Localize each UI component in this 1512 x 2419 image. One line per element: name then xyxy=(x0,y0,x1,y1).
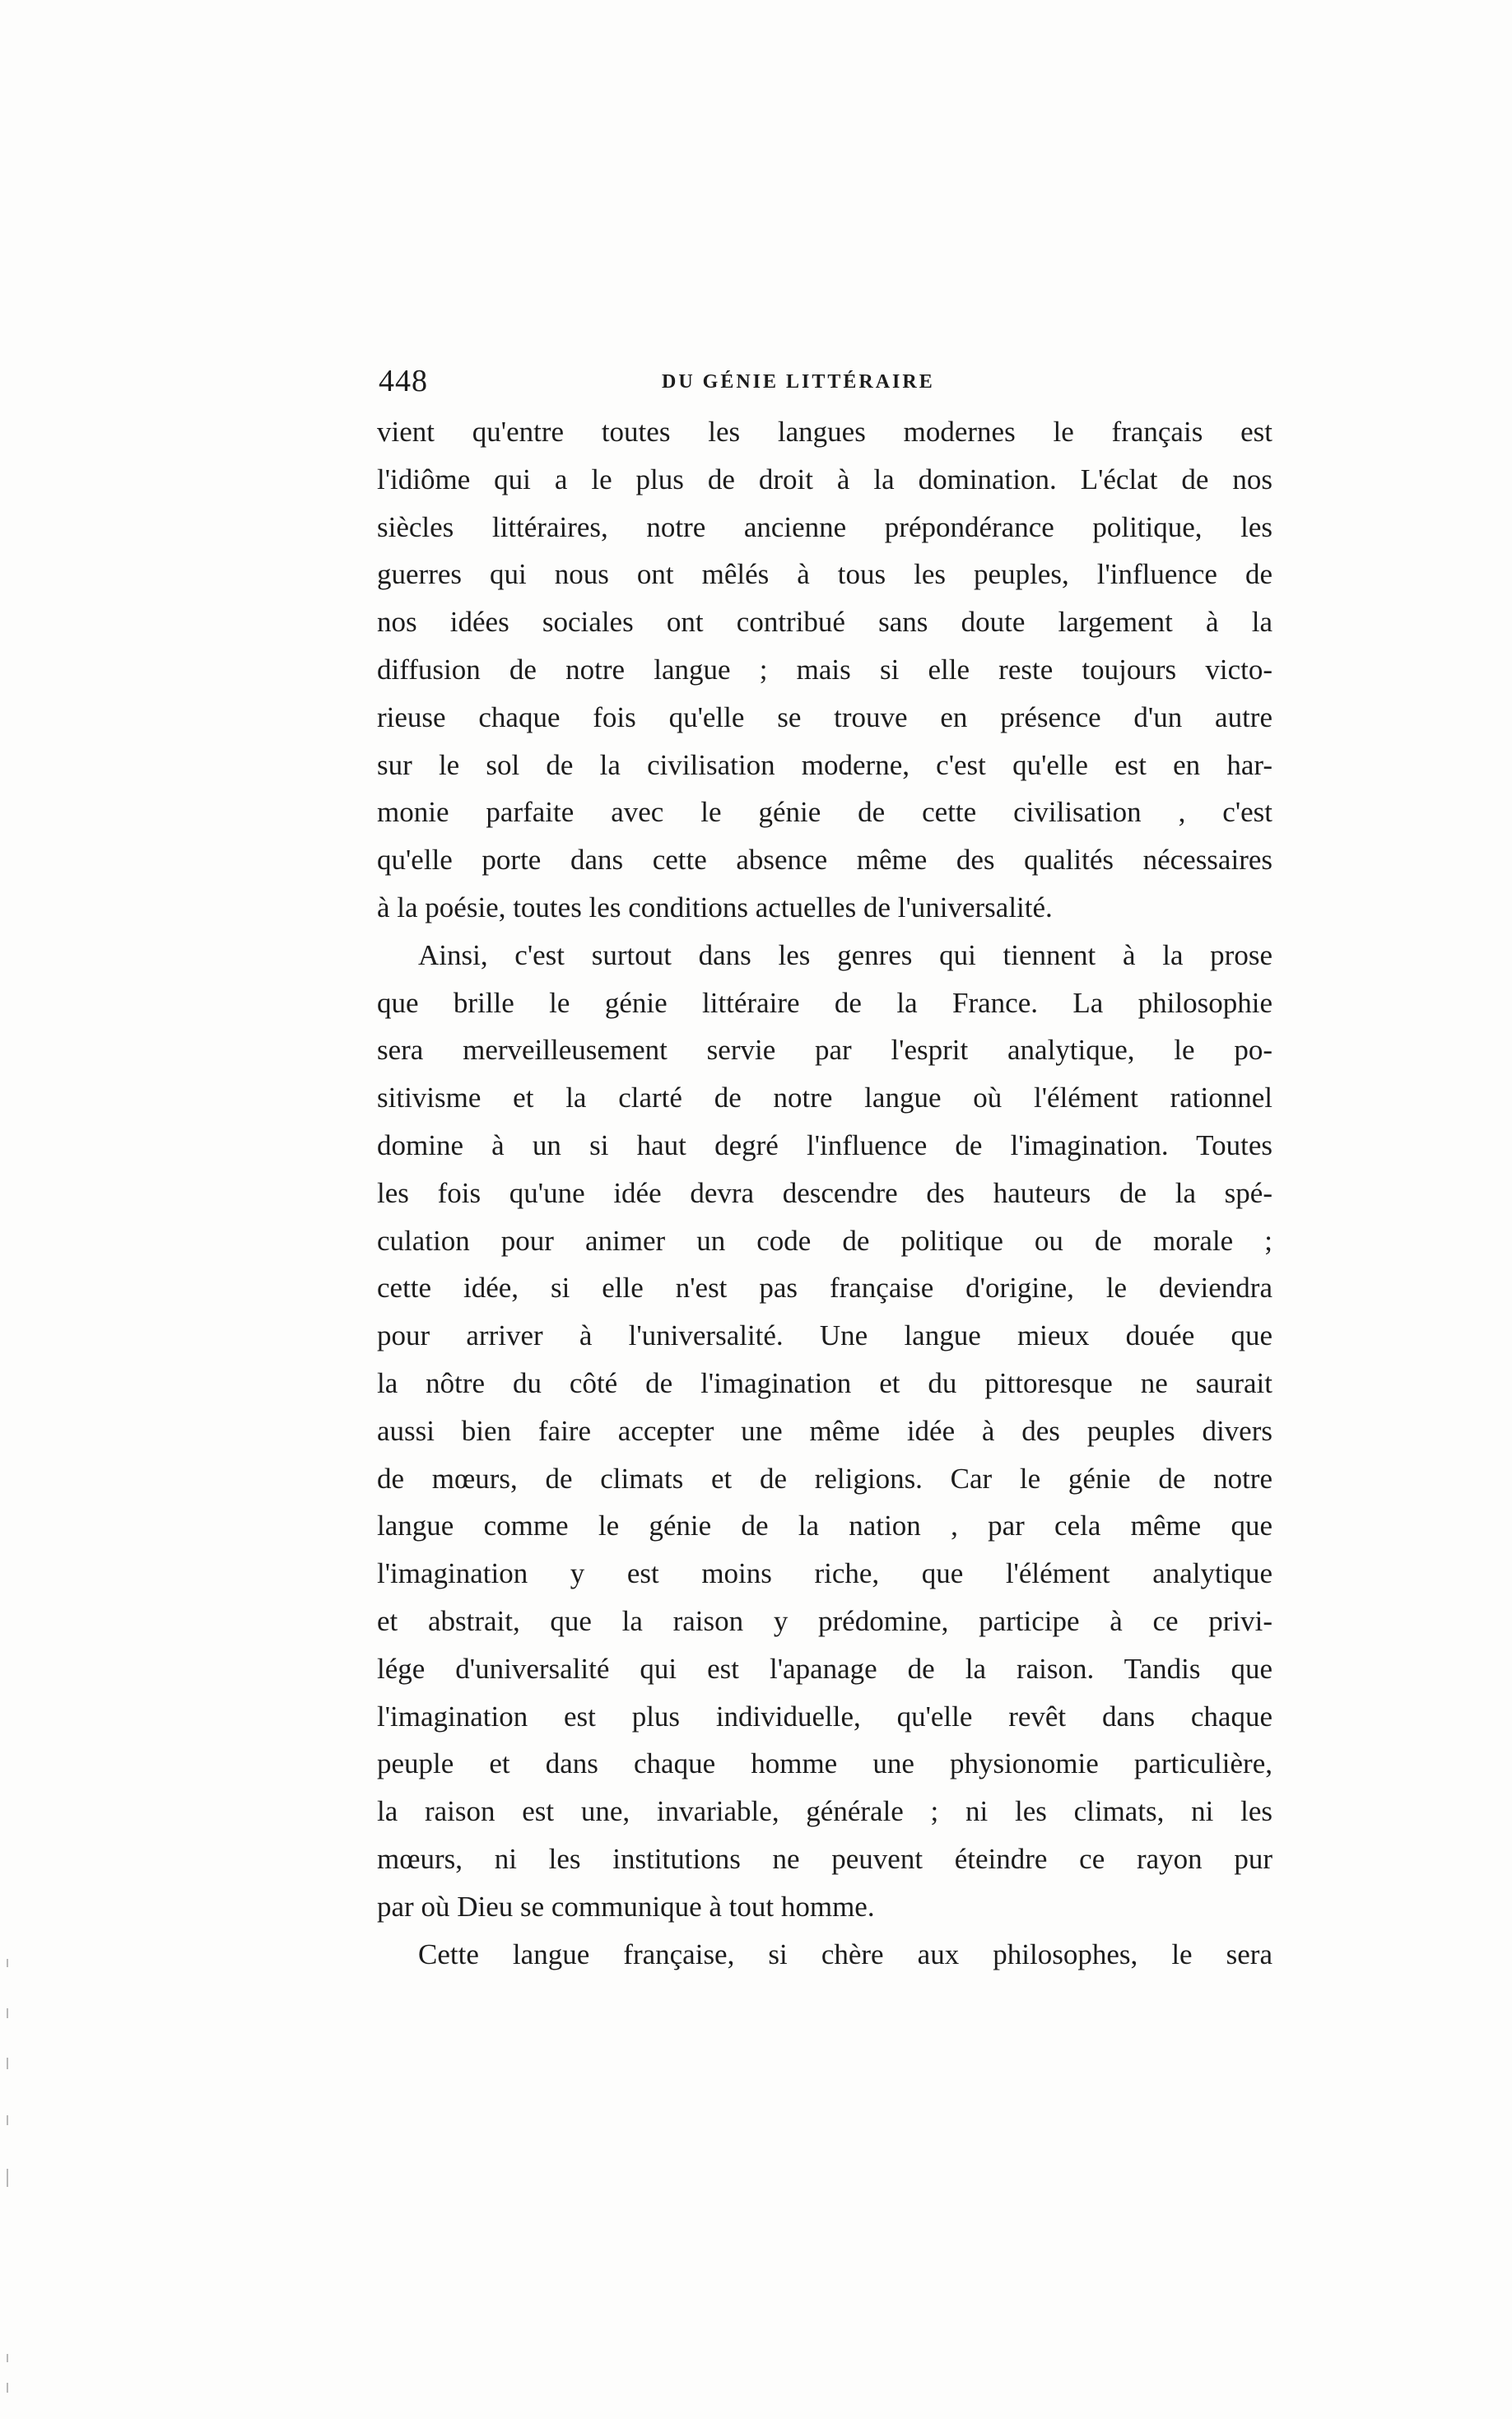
text-line: mœurs, ni les institutions ne peuvent éteindre ce rayon pur xyxy=(377,1842,1272,1875)
paragraph-first-line: Cette langue française, si chère aux philosophes, le sera xyxy=(418,1938,1272,1970)
scan-mark xyxy=(7,2008,8,2018)
text-line: à la poésie, toutes les conditions actuelles de l'universalité. xyxy=(377,891,1053,923)
text-line: et abstrait, que la raison y prédomine, participe à ce privi- xyxy=(377,1604,1272,1637)
text-line: que brille le génie littéraire de la France. La philosophie xyxy=(377,986,1272,1019)
text-line: sur le sol de la civilisation moderne, c'est qu'elle est en har- xyxy=(377,748,1272,781)
text-line: l'idiôme qui a le plus de droit à la domination. L'éclat de nos xyxy=(377,463,1272,495)
text-line: l'imagination est plus individuelle, qu'elle revêt dans chaque xyxy=(377,1700,1272,1733)
scan-mark xyxy=(7,2354,8,2362)
text-line: cette idée, si elle n'est pas française d'origine, le deviendra xyxy=(377,1272,1272,1305)
scan-margin-marks xyxy=(7,1959,12,2403)
text-line: rieuse chaque fois qu'elle se trouve en présence d'un autre xyxy=(377,700,1272,733)
running-title: DU GÉNIE LITTÉRAIRE xyxy=(662,371,935,393)
text-line: les fois qu'une idée devra descendre des hauteurs de la spé- xyxy=(377,1176,1272,1209)
text-line: siècles littéraires, notre ancienne prépondérance politique, les xyxy=(377,510,1272,543)
text-line: pour arriver à l'universalité. Une langue mieux douée que xyxy=(377,1319,1272,1352)
paragraph-first-line: Ainsi, c'est surtout dans les genres qui tiennent à la prose xyxy=(418,938,1272,971)
text-line: vient qu'entre toutes les langues modernes le français est xyxy=(377,416,1272,448)
text-line: l'imagination y est moins riche, que l'élément analytique xyxy=(377,1557,1272,1590)
text-line: aussi bien faire accepter une même idée à des peuples divers xyxy=(377,1414,1272,1447)
running-head xyxy=(377,362,1272,408)
page-number: 448 xyxy=(379,364,428,398)
scan-mark xyxy=(7,2058,8,2069)
text-line: monie parfaite avec le génie de cette civilisation , c'est xyxy=(377,796,1272,829)
text-line: lége d'universalité qui est l'apanage de la raison. Tandis que xyxy=(377,1652,1272,1685)
text-line: qu'elle porte dans cette absence même des qualités nécessaires xyxy=(377,844,1272,877)
text-line: peuple et dans chaque homme une physionomie particulière, xyxy=(377,1747,1272,1780)
scan-mark xyxy=(7,1959,8,1967)
scan-mark xyxy=(7,2383,8,2393)
text-line: guerres qui nous ont mêlés à tous les peuples, l'influence de xyxy=(377,558,1272,591)
text-line: la nôtre du côté de l'imagination et du pittoresque ne saurait xyxy=(377,1366,1272,1399)
text-line: par où Dieu se communique à tout homme. xyxy=(377,1890,875,1923)
text-block xyxy=(377,362,1272,1978)
text-line: de mœurs, de climats et de religions. Car le génie de notre xyxy=(377,1462,1272,1495)
scan-mark xyxy=(7,2115,8,2125)
text-line: sera merveilleusement servie par l'esprit analytique, le po- xyxy=(377,1034,1272,1067)
text-line: nos idées sociales ont contribué sans doute largement à la xyxy=(377,606,1272,639)
text-line: sitivisme et la clarté de notre langue où l'élément rationnel xyxy=(377,1082,1272,1114)
text-line: culation pour animer un code de politique ou de morale ; xyxy=(377,1224,1272,1257)
text-line: la raison est une, invariable, générale ; ni les climats, ni les xyxy=(377,1795,1272,1828)
text-line: domine à un si haut degré l'influence de l'imagination. Toutes xyxy=(377,1128,1272,1161)
text-line: diffusion de notre langue ; mais si elle reste toujours victo- xyxy=(377,653,1272,686)
scan-mark xyxy=(7,2169,8,2187)
text-line: langue comme le génie de la nation , par cela même que xyxy=(377,1510,1272,1542)
